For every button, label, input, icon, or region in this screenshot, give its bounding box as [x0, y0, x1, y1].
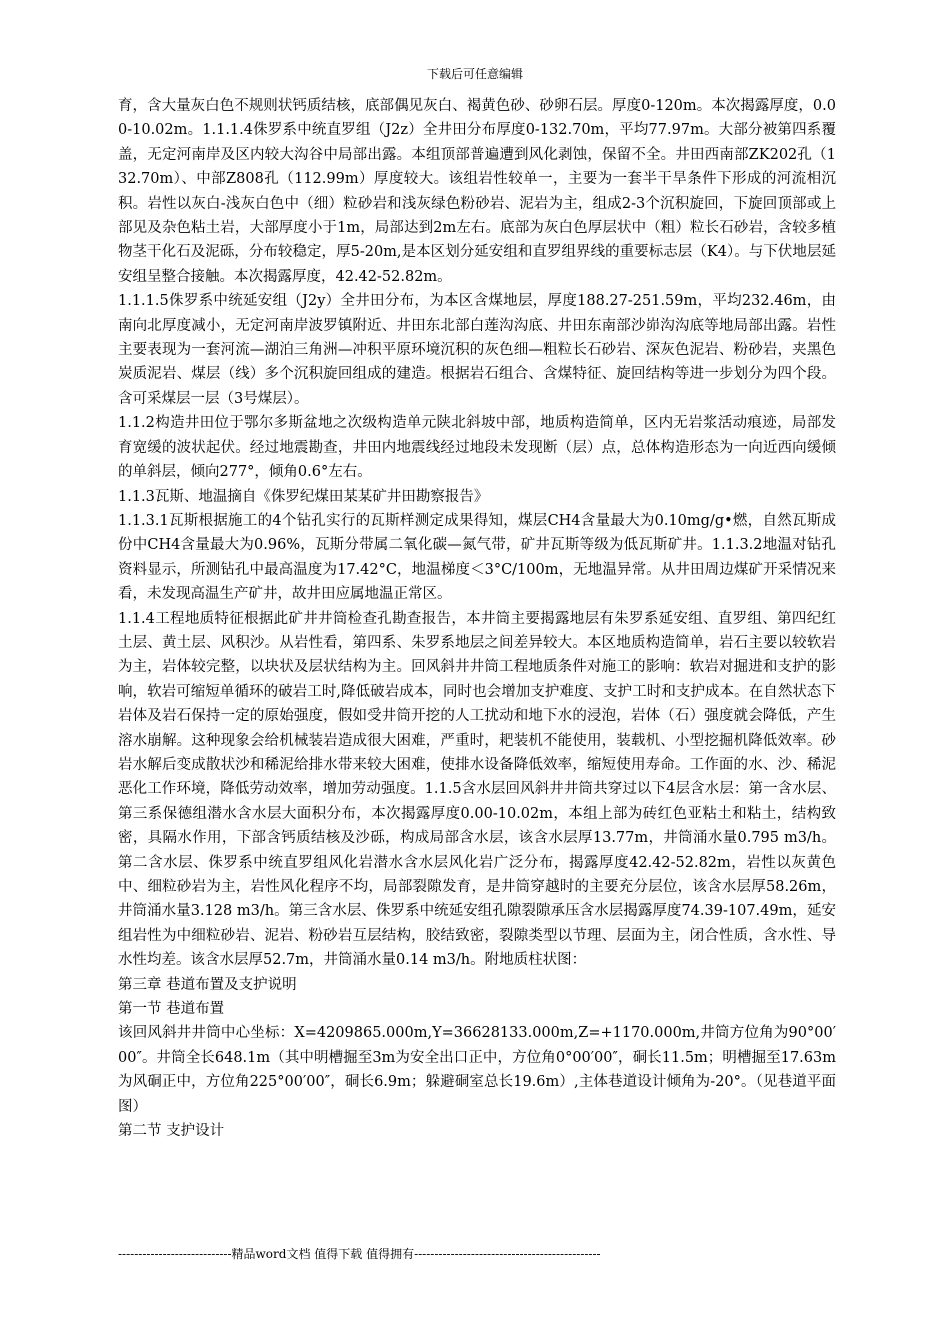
page-header: 下载后可任意编辑: [426, 67, 523, 81]
paragraph-gas-temperature-heading: 1.1.3瓦斯、地温摘自《侏罗纪煤田某某矿井田勘察报告》: [118, 488, 489, 505]
document-body: [118, 94, 836, 1143]
section-heading-support: 第二节 支护设计: [118, 1123, 225, 1140]
paragraph-gas-temperature: 1.1.3.1瓦斯根据施工的4个钻孔实行的瓦斯样测定成果得知，煤层CH4含量最大为0.10mg/g•燃，自然瓦斯成份中CH4含量最大为0.96%，瓦斯分带属二氧化碳—氮气带，矿井瓦斯等级为低瓦斯矿井。1.1.3.2地温对钻孔资料显示，所测钻孔中最高温度为17.42°C，地温梯度＜3°C/100m，无地温异常。从井田周边煤矿开采情况来看，未发现高温生产矿井，故井田应属地温正常区。: [118, 512, 836, 603]
paragraph-structure: 1.1.2构造井田位于鄂尔多斯盆地之次级构造单元陕北斜坡中部，地质构造简单，区内无岩浆活动痕迹，局部发育宽缓的波状起伏。经过地震勘查，井田内地震线经过地段未发现断（层）点，总体构造形态为一向近西向缓倾的单斜层，倾向277°，倾角0.6°左右。: [118, 415, 836, 481]
page-footer: ----------------------------精品word文档 值得下载 值得拥有----------------------------------------------: [118, 1247, 601, 1261]
chapter-heading: 第三章 巷道布置及支护说明: [118, 976, 297, 993]
paragraph-engineering-geology: 1.1.4工程地质特征根据此矿井井筒检查孔勘查报告，本井筒主要揭露地层有朱罗系延安组、直罗组、第四纪红土层、黄土层、风积沙。从岩性看，第四系、朱罗系地层之间差异较大。本区地质构造简单，岩石主要以较软岩为主，岩体较完整，以块状及层状结构为主。回风斜井井筒工程地质条件对施工的影响：软岩对掘进和支护的影响，软岩可缩短单循环的破岩工时,降低破岩成本，同时也会增加支护难度、支护工时和支护成本。在自然状态下岩体及岩石保持一定的原始强度，假如受井筒开挖的人工扰动和地下水的浸泡，岩体（石）强度就会降低，产生溶水崩解。这种现象会给机械装岩造成很大困难，严重时，耙装机不能使用，装载机、小型挖掘机降低效率。砂岩水解后变成散状沙和稀泥给排水带来较大困难，使排水设备降低效率，缩短使用寿命。工作面的水、沙、稀泥恶化工作环境，降低劳动效率，增加劳动强度。1.1.5含水层回风斜井井筒共穿过以下4层含水层：第一含水层、第三系保德组潜水含水层大面积分布，本次揭露厚度0.00-10.02m，本组上部为砖红色亚粘土和粘土，结构致密，具隔水作用，下部含钙质结核及沙砾，构成局部含水层，该含水层厚13.77m，井筒涌水量0.795 m3/h。第二含水层、侏罗系中统直罗组风化岩潜水含水层风化岩广泛分布，揭露厚度42.42-52.82m，岩性以灰黄色中、细粒砂岩为主，岩性风化程序不均，局部裂隙发育，是井筒穿越时的主要充分层位，该含水层厚58.26m，井筒涌水量3.128 m3/h。第三含水层、侏罗系中统延安组孔隙裂隙承压含水层揭露厚度74.39-107.49m，延安组岩性为中细粒砂岩、泥岩、粉砂岩互层结构，胶结致密，裂隙类型以节理、层面为主，闭合性质，含水性、导水性均差。该含水层厚52.7m，井筒涌水量0.14 m3/h。附地质柱状图：: [118, 610, 836, 969]
paragraph-zhiluo-formation: 育，含大量灰白色不规则状钙质结核，底部偶见灰白、褐黄色砂、砂卵石层。厚度0-120m。本次揭露厚度，0.00-10.02m。1.1.1.4侏罗系中统直罗组（J2z）全井田分布厚度0-132.70m，平均77.97m。大部分被第四系覆盖，无定河南岸及区内较大沟谷中局部出露。本组顶部普遍遭到风化剥蚀，保留不全。井田西南部ZK202孔（132.70m）、中部Z808孔（112.99m）厚度较大。该组岩性较单一，主要为一套半干旱条件下形成的河流相沉积。岩性以灰白-浅灰白色中（细）粒砂岩和浅灰绿色粉砂岩、泥岩为主，组成2-3个沉积旋回，下旋回顶部或上部见及杂色粘土岩，大部厚度小于1m，局部达到2m左右。底部为灰白色厚层状中（粗）粒长石砂岩，含较多植物茎干化石及泥砾，分布较稳定，厚5-20m,是本区划分延安组和直罗组界线的重要标志层（K4）。与下伏地层延安组呈整合接触。本次揭露厚度，42.42-52.82m。: [118, 98, 836, 285]
paragraph-layout: 该回风斜井井筒中心坐标：X=4209865.000m,Y=36628133.000m,Z=+1170.000m,井筒方位角为90°00′00″。井筒全长648.1m（其中明槽掘至3m为安全出口正中，方位角0°00′00″，硐长11.5m；明槽掘至17.63m为风硐正中，方位角225°00′00″，硐长6.9m；躲避硐室总长19.6m）,主体巷道设计倾角为-20°。（见巷道平面图）: [118, 1025, 836, 1115]
section-heading-layout: 第一节 巷道布置: [118, 1001, 225, 1018]
paragraph-yanan-formation: 1.1.1.5侏罗系中统延安组（J2y）全井田分布，为本区含煤地层，厚度188.27-251.59m，平均232.46m，由南向北厚度减小，无定河南岸波罗镇附近、井田东北部白莲沟沟底、井田东南部沙峁沟沟底等地局部出露。岩性主要表现为一套河流—湖泊三角洲—冲积平原环境沉积的灰色细—粗粒长石砂岩、深灰色泥岩、粉砂岩，夹黑色炭质泥岩、煤层（线）多个沉积旋回组成的建造。根据岩石组合、含煤特征、旋回结构等进一步划分为四个段。含可采煤层一层（3号煤层）。: [118, 293, 836, 407]
